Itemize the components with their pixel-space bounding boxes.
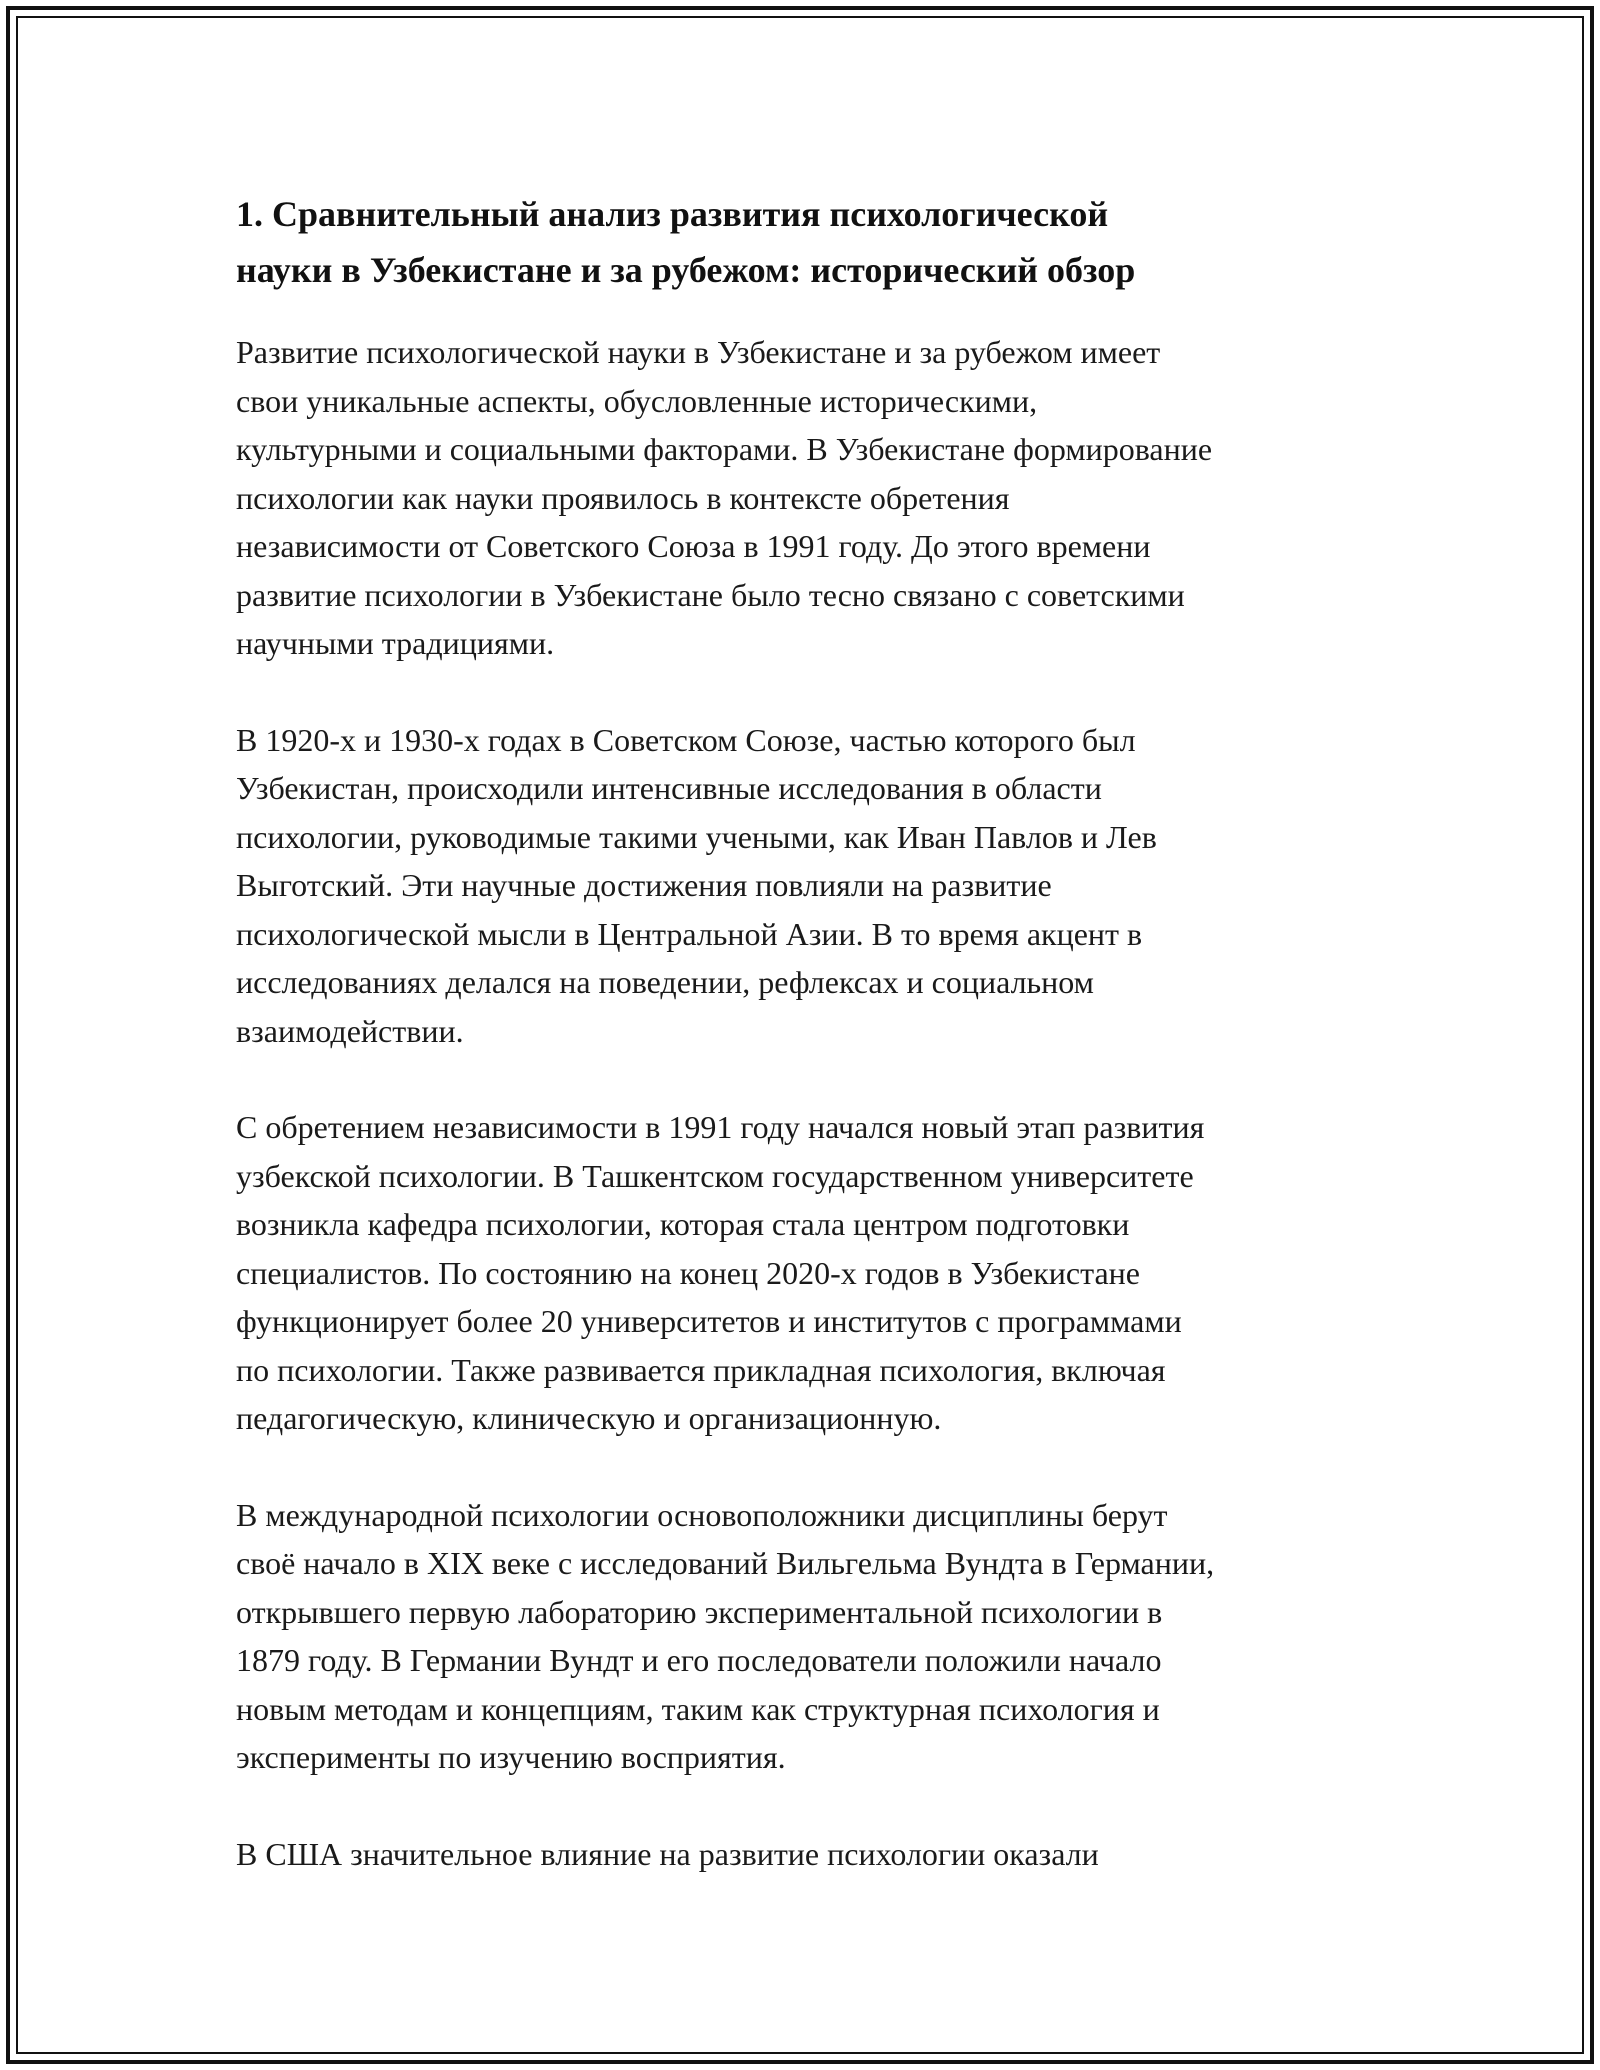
paragraph-3: С обретением независимости в 1991 году начался новый этап развития узбекской психологии. В Ташкентском государственном университете возникла кафедра психологии, которая стала центром подготовки специалистов. По состоянию на конец 2020-х годов в Узбекистане функционирует более 20 университетов и институтов с программами по психологии. Также развивается прикладная психология, включая педагогическую, клиническую и организационную. <box>236 1109 1205 1436</box>
paragraph-5: В США значительное влияние на развитие психологии оказали <box>236 1835 1099 1872</box>
paragraph-1: Развитие психологической науки в Узбекистане и за рубежом имеет свои уникальные аспекты, обусловленные историческими, культурными и социальными факторами. В Узбекистане формирование психологии как науки проявилось в контексте обретения независимости от Советского Союза в 1991 году. До этого времени развитие психологии в Узбекистане было тесно связано с советскими научными традициями. <box>236 334 1213 661</box>
section-heading: 1. Сравнительный анализ развития психологической науки в Узбекистане и за рубежом: исторический обзор <box>236 194 1136 290</box>
paragraph-2: В 1920-х и 1930-х годах в Советском Союзе, частью которого был Узбекистан, происходили интенсивные исследования в области психологии, руководимые такими учеными, как Иван Павлов и Лев Выготский. Эти научные достижения повлияли на развитие психологической мысли в Центральной Азии. В то время акцент в исследованиях делался на поведении, рефлексах и социальном взаимодействии. <box>236 721 1157 1049</box>
paragraph-4: В международной психологии основоположники дисциплины берут своё начало в XIX веке с исследований Вильгельма Вундта в Германии, открывшего первую лабораторию экспериментальной психологии в 1879 году. В Германии Вундт и его последователи положили начало новым методам и концепциям, таким как структурная психология и эксперименты по изучению восприятия. <box>236 1496 1215 1775</box>
document-body <box>236 186 1376 1926</box>
